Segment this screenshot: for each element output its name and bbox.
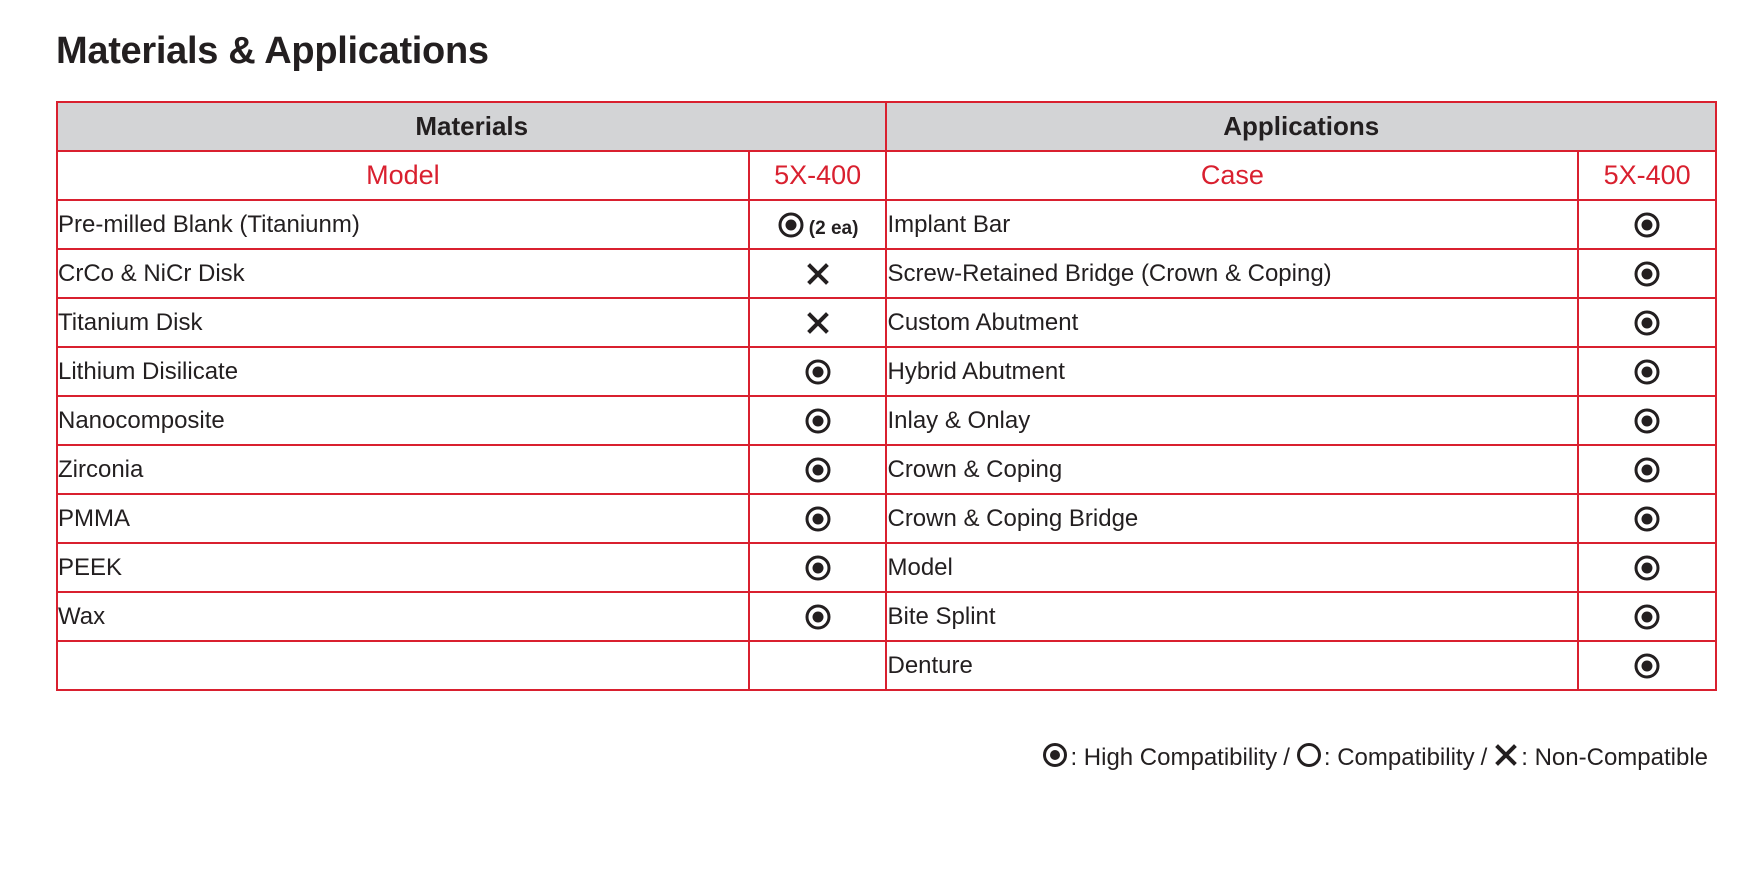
material-name-cell: PMMA [57,494,749,543]
circle-dot-icon [777,211,805,239]
circle-dot-icon [1633,260,1661,288]
table-row [57,347,1716,396]
page-title: Materials & Applications [56,30,489,72]
circle-dot-icon [804,505,832,533]
material-name-cell: Zirconia [57,445,749,494]
circle-dot-icon [804,407,832,435]
materials-header: Materials [57,102,886,151]
application-compatibility-cell [1578,396,1716,445]
compatibility-legend [1042,744,1708,772]
circle-dot-icon [1633,456,1661,484]
material-name-cell: PEEK [57,543,749,592]
table-group-header-row [57,102,1716,151]
material-compatibility-cell [749,396,887,445]
model-column-header: Model [57,151,749,200]
application-name-cell: Crown & Coping Bridge [886,494,1578,543]
application-compatibility-cell [1578,200,1716,249]
materials-5x400-column-header: 5X-400 [749,151,887,200]
legend-separator: / [1480,744,1488,771]
cross-icon [1493,742,1519,768]
application-name-cell: Custom Abutment [886,298,1578,347]
material-name-cell: Nanocomposite [57,396,749,445]
circle-dot-icon [1633,211,1661,239]
material-compatibility-cell [749,592,887,641]
application-compatibility-cell [1578,592,1716,641]
application-compatibility-cell [1578,445,1716,494]
circle-icon [1296,742,1322,768]
material-compatibility-cell [749,347,887,396]
applications-5x400-column-header: 5X-400 [1578,151,1716,200]
application-name-cell: Screw-Retained Bridge (Crown & Coping) [886,249,1578,298]
legend-none-label: : Non-Compatible [1521,744,1708,771]
materials-applications-table [56,101,1717,691]
material-compatibility-cell [749,641,887,690]
circle-dot-icon [1633,554,1661,582]
circle-dot-icon [1633,358,1661,386]
quantity-note: (2 ea) [808,217,859,239]
circle-dot-icon [1633,407,1661,435]
application-name-cell: Crown & Coping [886,445,1578,494]
material-name-cell: Wax [57,592,749,641]
table-row [57,249,1716,298]
legend-compat-label: : Compatibility [1323,744,1475,771]
circle-dot-icon [804,603,832,631]
table-row [57,396,1716,445]
material-name-cell: Titanium Disk [57,298,749,347]
legend-high-label: : High Compatibility [1070,744,1278,771]
application-compatibility-cell [1578,298,1716,347]
material-compatibility-cell [749,298,887,347]
applications-header: Applications [886,102,1716,151]
application-name-cell: Model [886,543,1578,592]
material-name-cell: Lithium Disilicate [57,347,749,396]
table-row [57,298,1716,347]
material-compatibility-cell [749,543,887,592]
cross-icon [805,310,831,336]
material-compatibility-cell [749,249,887,298]
circle-dot-icon [1633,652,1661,680]
application-compatibility-cell [1578,641,1716,690]
application-name-cell: Implant Bar [886,200,1578,249]
table-row [57,445,1716,494]
table-row [57,200,1716,249]
case-column-header: Case [886,151,1578,200]
circle-dot-icon [1633,505,1661,533]
cross-icon [805,261,831,287]
table-row [57,592,1716,641]
circle-dot-icon [1042,742,1068,768]
circle-dot-icon [804,358,832,386]
material-compatibility-cell [749,494,887,543]
legend-separator: / [1283,744,1290,771]
table-column-header-row [57,151,1716,200]
material-compatibility-cell [749,445,887,494]
material-name-cell: Pre-milled Blank (Titaniunm) [57,200,749,249]
application-name-cell: Inlay & Onlay [886,396,1578,445]
circle-dot-icon [1633,309,1661,337]
material-name-cell [57,641,749,690]
application-compatibility-cell [1578,543,1716,592]
circle-dot-icon [1633,603,1661,631]
material-compatibility-cell [749,200,887,249]
table-row [57,494,1716,543]
application-compatibility-cell [1578,249,1716,298]
application-name-cell: Bite Splint [886,592,1578,641]
table-row [57,543,1716,592]
application-compatibility-cell [1578,347,1716,396]
table-row [57,641,1716,690]
application-compatibility-cell [1578,494,1716,543]
application-name-cell: Hybrid Abutment [886,347,1578,396]
circle-dot-icon [804,456,832,484]
material-name-cell: CrCo & NiCr Disk [57,249,749,298]
circle-dot-icon [804,554,832,582]
application-name-cell: Denture [886,641,1578,690]
